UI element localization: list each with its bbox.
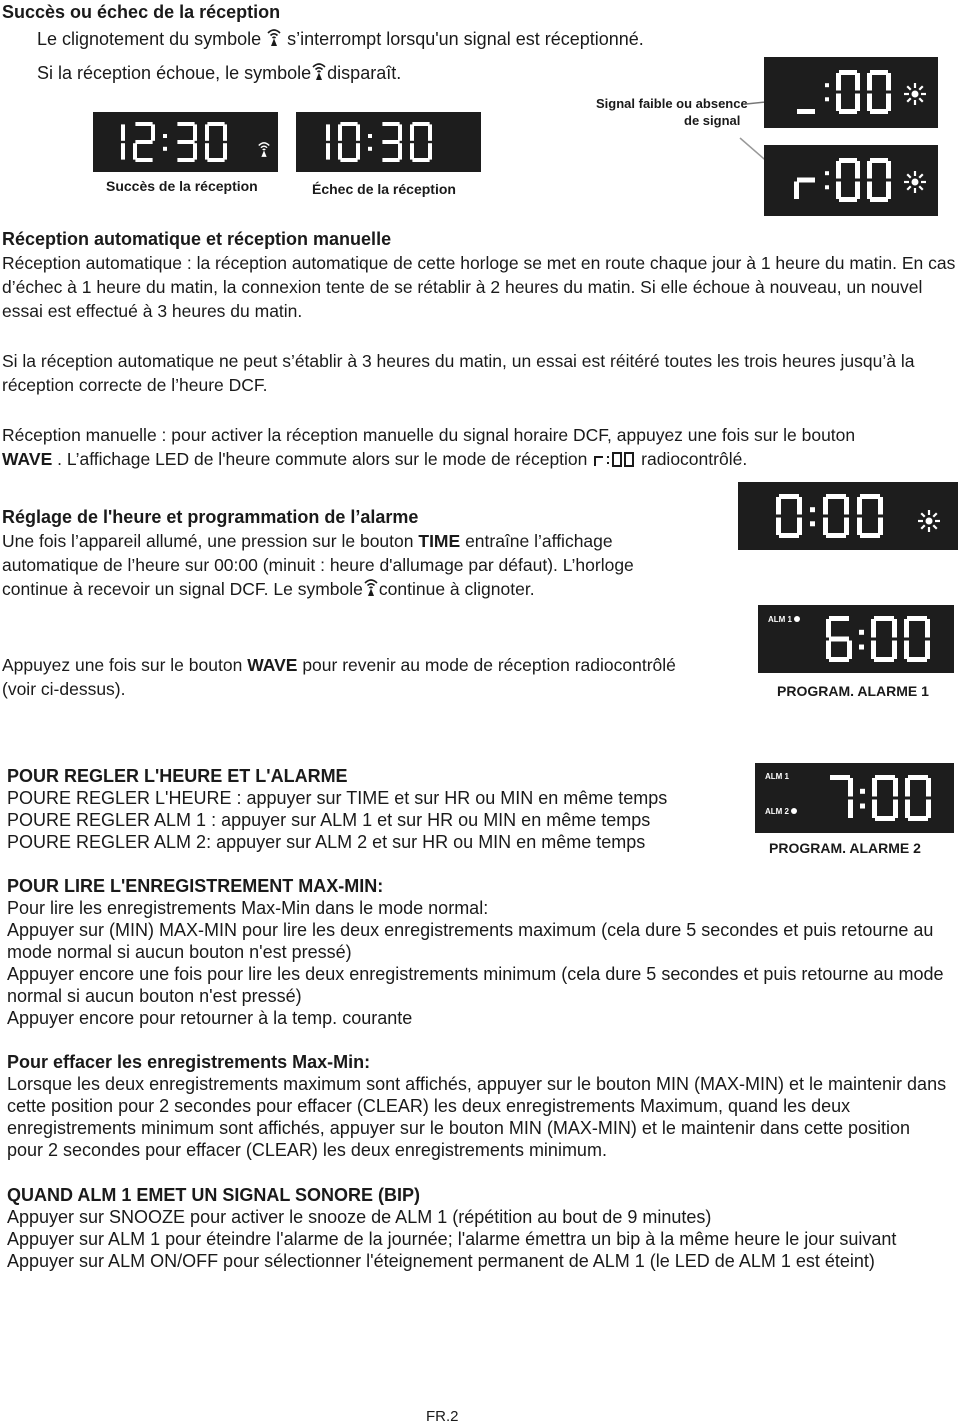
text: entraîne l’affichage automatique de l’heure sur 00:00 (minuit : heure d'allumage par défaut). L’horloge continue à recevoir un signal DCF. Le symbole [2,531,634,599]
signal-burst-icon [916,508,942,534]
lcd-display-alarm-2 [755,763,954,833]
text: Appuyez une fois sur le bouton [2,655,243,675]
section-title-reception-status: Succès ou échec de la réception [2,2,281,22]
text: pour revenir au mode de réception radiocontrôlé (voir ci-dessus). [2,655,676,699]
lcd-display-weak-2 [764,145,938,216]
text: . L’affichage LED de l'heure commute alors sur le mode de réception [57,449,588,469]
maxmin-read-line-1: Pour lire les enregistrements Max-Min dans le mode normal: [7,898,489,918]
text: continue à clignoter. [378,579,535,599]
section-title-maxmin-read: POUR LIRE L'ENREGISTREMENT MAX-MIN: [7,876,384,896]
auto-para-2: Si la réception automatique ne peut s’établir à 3 heures du matin, un essai est réitéré toutes les trois heures jusqu’à la réception correcte de l’heure DCF. [2,351,915,395]
section-title-maxmin-clear: Pour effacer les enregistrements Max-Min: [7,1052,371,1072]
lcd-digits [755,763,954,833]
weak-signal-label-1: Signal faible ou absence [596,96,748,111]
signal-burst-icon [902,81,928,107]
auto-para-1: Réception automatique : la réception automatique de cette horloge se met en route chaque jour à 1 heure du matin. En cas d’échec à 1 heure du matin, la connexion tente de se rétablir à 2 heures du matin. Si elle échoue à nouveau, un nouvel essai est effectué à 3 heures du matin. [2,253,956,321]
caption-alarm-1: PROGRAM. ALARME 1 [777,683,929,699]
wave-button-label: WAVE [247,655,298,675]
lcd-display-alarm-1 [758,605,954,673]
maxmin-read-line-3: Appuyer encore une fois pour lire les deux enregistrements minimum (cela dure 5 secondes et puis retourne au mode normal si aucun bouton n'est pressé) [7,964,944,1006]
lcd-display-weak-1 [764,57,938,128]
wave-button-label: WAVE [2,449,53,469]
text: disparaît. [327,63,402,83]
alm1-beep-text [7,1206,957,1272]
manual-para-line-2 [2,447,747,471]
manual-para-line-1: Réception manuelle : pour activer la réception manuelle du signal horaire DCF, appuyez une fois sur le bouton [2,425,856,445]
caption-success: Succès de la réception [106,178,258,194]
lcd-display-zero [738,482,958,550]
text: Le clignotement du symbole [37,29,262,49]
weak-signal-label-2: de signal [684,113,741,128]
text: Si la réception échoue, le symbole [37,63,312,83]
section-title-alm1-beep: QUAND ALM 1 EMET UN SIGNAL SONORE (BIP) [7,1185,421,1205]
section-title-auto-manual: Réception automatique et réception manuelle [2,229,392,249]
maxmin-read-text [7,897,957,1029]
text: ALM 1 [768,615,792,624]
maxmin-clear-text: Lorsque les deux enregistrements maximum sont affichés, appuyer sur le bouton MIN (MAX-MIN) et le maintenir dans cette position pour 2 secondes pour effacer (CLEAR) les deux enregistrements Maximum, quand les deux enregistrements minimum sont affichés, appuyer sur le bouton MIN (MAX-MIN) et le maintenir dans cette position pour 2 secondes pour effacer (CLEAR) les deux enregistrements minimum. [7,1074,947,1160]
page-number: FR.2 [426,1408,459,1425]
text: radiocontrôlé. [641,449,748,469]
reception-mode-digits-icon [592,451,636,467]
alm1-beep-line-3: Appuyer sur ALM ON/OFF pour sélectionner l'éteignement permanent de ALM 1 (le LED de ALM 1 est éteint) [7,1251,875,1271]
section-title-time-alarm: Réglage de l'heure et programmation de l’alarme [2,507,419,527]
lcd-digits [758,605,954,673]
section-title-set-time: POUR REGLER L'HEURE ET L'ALARME [7,766,348,786]
text: Une fois l’appareil allumé, une pression sur le bouton [2,531,414,551]
maxmin-read-line-2: Appuyer sur (MIN) MAX-MIN pour lire les deux enregistrements maximum (cela dure 5 secondes et puis retourne au mode normal si aucun bouton n'est pressé) [7,920,934,962]
caption-alarm-2: PROGRAM. ALARME 2 [769,840,921,856]
caption-failure: Échec de la réception [312,181,456,197]
alm1-beep-line-2: Appuyer sur ALM 1 pour éteindre l'alarme de la journée; l'alarme émettra un bip à la même heure le jour suivant [7,1229,897,1249]
signal-antenna-icon [363,577,379,597]
signal-burst-icon [902,169,928,195]
set-time-line-3: POURE REGLER ALM 2: appuyer sur ALM 2 et sur HR ou MIN en même temps [7,832,646,852]
maxmin-read-line-4: Appuyer encore pour retourner à la temp. courante [7,1008,413,1028]
set-time-line-2: POURE REGLER ALM 1 : appuyer sur ALM 1 et sur HR ou MIN en même temps [7,810,651,830]
alm1-beep-line-1: Appuyer sur SNOOZE pour activer le snooze de ALM 1 (répétition au bout de 9 minutes) [7,1207,712,1227]
set-time-line-1: POURE REGLER L'HEURE : appuyer sur TIME et sur HR ou MIN en même temps [7,788,668,808]
time-alarm-para-1 [2,529,702,601]
text: ALM 2 [765,807,789,816]
text: s’interrompt lorsqu'un signal est réceptionné. [287,29,644,49]
time-button-label: TIME [418,531,461,551]
alm1-tag: ALM 1 [765,772,789,781]
time-alarm-para-2 [2,653,692,701]
